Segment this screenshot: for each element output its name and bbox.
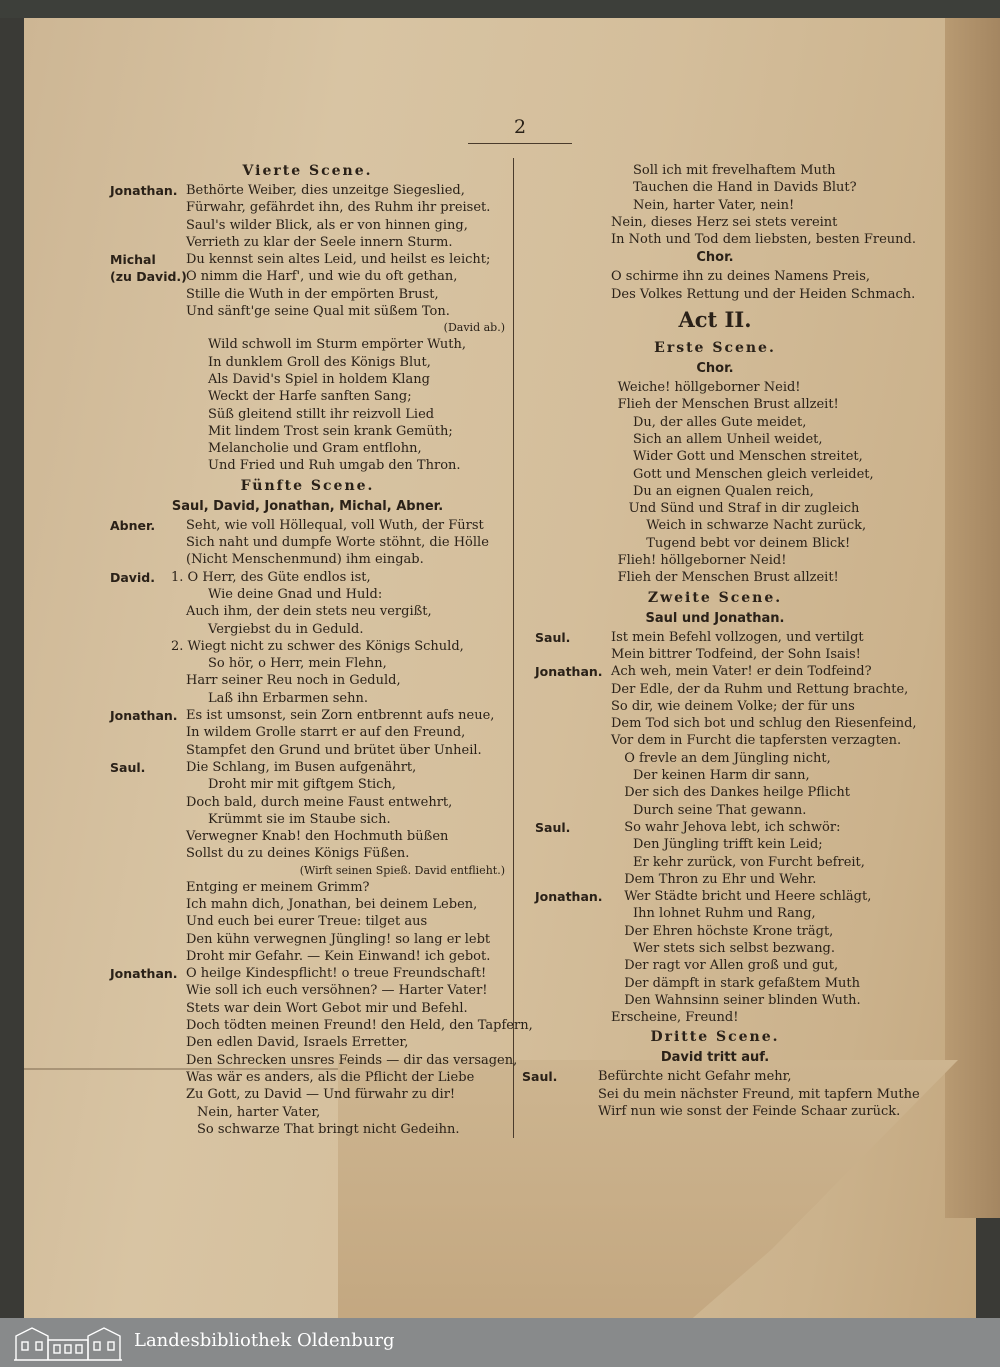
speaker-label: Saul. [535,629,571,645]
scene-heading: Dritte Scene. [650,1029,780,1046]
verse-line [535,214,895,231]
scene-heading: Fünfte Scene. [240,477,375,494]
verse-text: 1. O Herr, des Güte endlos ist, [171,569,371,585]
speaker-label: Saul. [110,759,146,775]
verse-line [110,913,505,930]
verse-line [110,534,505,551]
verse-line [110,621,505,638]
verse-line [110,354,505,371]
verse-text: Weiche! höllgeborner Neid! [617,380,801,396]
verse-line [110,1086,505,1103]
verse-line [110,1017,533,1034]
verse-text: Der ragt vor Allen groß und gut, [624,958,839,974]
verse-line [110,759,505,776]
verse-line [535,483,895,500]
verse-line [535,819,895,836]
verse-text: Den Wahnsinn seiner blinden Wuth. [624,992,861,1008]
verse-line [110,1052,518,1069]
verse-text: Du kennst sein altes Leid, und heilst es leicht; [186,252,491,268]
verse-line [110,336,505,353]
verse-line [110,268,505,285]
verse-line [110,303,505,320]
verse-text: Stets war dein Wort Gebot mir und Befehl. [186,1000,468,1016]
verse-line [110,371,505,388]
verse-line [535,784,895,801]
stage-heading: Chor. [696,361,734,377]
verse-text: Und sänft'ge seine Qual mit süßem Ton. [186,304,450,320]
verse-text: Der dämpft in stark gefaßtem Muth [624,975,860,991]
verse-text: Wirf nun wie sonst der Feinde Schaar zurück. [598,1104,901,1120]
verse-text: Wider Gott und Menschen streitet, [633,449,863,465]
verse-line [110,234,505,251]
verse-line [535,569,895,586]
verse-text: Auch ihm, der dein stets neu vergißt, [186,604,432,620]
speaker-label: Saul. [535,819,571,835]
verse-line [110,457,505,474]
verse-line [535,871,895,888]
verse-line [535,552,895,569]
verse-text: Des Volkes Rettung und der Heiden Schmach. [611,286,916,302]
verse-text: Flieh! höllgeborner Neid! [617,553,787,569]
verse-text: Krümmt sie im Staube sich. [208,811,391,827]
act-heading: Act II. [678,307,752,333]
library-footer [0,1318,1000,1367]
verse-text: Es ist umsonst, sein Zorn entbrennt aufs neue, [186,708,495,724]
verse-text: O heilge Kindespflicht! o treue Freundschaft! [186,966,487,982]
verse-text: Mit lindem Trost sein krank Gemüth; [208,423,453,439]
verse-text: Verwegner Knab! den Hochmuth büßen [186,829,449,845]
verse-line [110,896,505,913]
stage-heading: Saul und Jonathan. [645,610,785,626]
verse-text: Wie deine Gnad und Huld: [208,586,383,602]
verse-line [110,724,505,741]
verse-text: Dem Thron zu Ehr und Wehr. [624,871,817,887]
verse-line [110,423,505,440]
verse-text: Den Jüngling trifft kein Leid; [633,837,823,853]
stage-heading: Chor. [696,250,734,266]
verse-line [110,690,505,707]
verse-line [110,707,505,724]
stage-heading: David tritt auf. [660,1050,770,1066]
verse-line [535,715,917,732]
speaker-label: Jonathan. [110,708,178,724]
verse-line [535,268,895,285]
verse-line [110,217,505,234]
verse-line [110,388,505,405]
verse-line [535,231,916,248]
verse-line [535,940,895,957]
verse-text: So hör, o Herr, mein Flehn, [208,656,387,672]
verse-line [535,286,916,303]
verse-line [110,638,505,655]
verse-text: 2. Wiegt nicht zu schwer des Königs Schuld, [171,638,464,654]
speaker-label: Abner. [110,517,156,533]
verse-line [110,845,505,862]
verse-text: Und Fried und Ruh umgab den Thron. [208,458,461,474]
verse-text: Stille die Wuth in der empörten Brust, [186,286,439,302]
verse-text: Der sich des Dankes heilge Pflicht [624,785,850,801]
verse-text: Nein, dieses Herz sei stets vereint [611,214,838,230]
verse-line [535,698,895,715]
verse-text: O frevle an dem Jüngling nicht, [624,750,831,766]
verse-text: Erscheine, Freund! [611,1010,739,1026]
scan-border-top [0,0,1000,18]
verse-line [110,982,505,999]
verse-text: Vergiebst du in Geduld. [208,621,364,637]
verse-text: Den edlen David, Israels Erretter, [186,1035,409,1051]
verse-line [110,879,505,896]
verse-text: Du, der alles Gute meidet, [633,414,807,430]
header-rule [468,143,572,144]
scene-heading: Erste Scene. [654,340,776,357]
verse-line [535,162,895,179]
verse-line [535,767,895,784]
verse-line [535,992,895,1009]
verse-text: Die Schlang, im Busen aufgenährt, [186,759,417,775]
verse-line [110,251,505,268]
verse-line [110,1104,505,1121]
verse-line [110,1000,505,1017]
speaker-label: Saul. [522,1069,558,1085]
scene-heading: Vierte Scene. [242,163,373,179]
verse-text: Wild schwoll im Sturm empörter Wuth, [208,337,467,353]
adjacent-page-edge [945,18,1000,1218]
verse-line [110,1121,505,1138]
verse-text: Ach weh, mein Vater! er dein Todfeind? [611,664,872,680]
verse-text: Harr seiner Reu noch in Geduld, [186,673,401,689]
verse-line [110,199,505,216]
verse-text: Stampfet den Grund und brütet über Unheil. [186,742,482,758]
verse-line [110,1034,505,1051]
verse-text: So wahr Jehova lebt, ich schwör: [624,819,841,835]
verse-text: Nein, harter Vater, [197,1104,321,1120]
verse-line [110,569,505,586]
verse-line [110,672,505,689]
verse-text: Ihn lohnet Ruhm und Rang, [633,906,816,922]
verse-text: Durch seine That gewann. [633,802,807,818]
verse-text: Weich in schwarze Nacht zurück, [646,518,867,534]
verse-text: Mein bittrer Todfeind, der Sohn Isais! [611,646,861,662]
verse-line [535,1086,920,1103]
verse-line [535,500,895,517]
verse-text: Was wär es anders, als die Pflicht der Liebe [186,1069,475,1085]
speaker-label: Michal [110,252,156,268]
verse-text: Sich an allem Unheil weidet, [633,431,823,447]
verse-line [535,197,895,214]
verse-text: Und Sünd und Straf in dir zugleich [628,501,860,517]
verse-line [110,440,505,457]
verse-line [535,179,895,196]
verse-line [535,431,895,448]
speaker-label: David. [110,569,155,585]
verse-line [522,1068,895,1085]
scene-heading: Zweite Scene. [647,589,783,606]
verse-text: Und euch bei eurer Treue: tilget aus [186,914,428,930]
verse-text: In wildem Grolle starrt er auf den Freund, [186,725,466,741]
verse-text: Droht mir Gefahr. — Kein Einwand! ich gebot. [186,948,491,964]
page-number: 2 [513,116,527,138]
verse-text: Bethörte Weiber, dies unzeitge Siegeslied, [186,183,465,198]
verse-text: Tauchen die Hand in Davids Blut? [633,180,857,196]
verse-text: Tugend bebt vor deinem Blick! [646,535,851,551]
verse-text: Der Ehren höchste Krone trägt, [624,923,834,939]
verse-text: Du an eignen Qualen reich, [633,483,814,499]
verse-line [535,854,895,871]
verse-line [535,802,895,819]
verse-line [535,888,895,905]
verse-text: Nein, harter Vater, nein! [633,197,795,213]
verse-text: Flieh der Menschen Brust allzeit! [617,397,839,413]
verse-text: Ich mahn dich, Jonathan, bei deinem Leben, [186,896,478,912]
verse-line [535,414,895,431]
verse-text: Dem Tod sich bot und schlug den Riesenfeind, [611,716,917,732]
verse-text: Zu Gott, zu David — Und fürwahr zu dir! [186,1087,456,1103]
verse-line [110,603,505,620]
verse-text: O nimm die Harf', und wie du oft gethan, [186,269,458,285]
verse-text: In Noth und Tod dem liebsten, besten Freund. [611,232,916,248]
verse-line [535,517,895,534]
speaker-label: Jonathan. [535,664,603,680]
verse-line [110,811,505,828]
verse-line [110,828,505,845]
speaker-label: Jonathan. [535,889,603,905]
verse-line [110,586,505,603]
verse-text: So dir, wie deinem Volke; der für uns [611,698,855,714]
verse-line [535,975,895,992]
verse-text: Saul's wilder Blick, als er von hinnen ging, [186,217,468,233]
verse-line [535,732,902,749]
verse-line [535,396,895,413]
verse-line [535,466,895,483]
verse-text: (Nicht Menschenmund) ihm eingab. [186,552,424,568]
verse-text: Laß ihn Erbarmen sehn. [208,690,368,706]
left-column [110,160,533,1138]
verse-text: So schwarze That bringt nicht Gedeihn. [197,1121,460,1137]
verse-line [535,836,895,853]
verse-text: Den kühn verwegnen Jüngling! so lang er lebt [186,931,491,947]
verse-text: Er kehr zurück, von Furcht befreit, [633,854,865,870]
verse-text: Sich naht und dumpfe Worte stöhnt, die Hölle [186,535,489,551]
verse-text: Weckt der Harfe sanften Sang; [208,389,412,405]
verse-line [535,1103,901,1120]
verse-line [110,931,505,948]
verse-text: Süß gleitend stillt ihr reizvoll Lied [208,406,435,422]
verse-text: Doch bald, durch meine Faust entwehrt, [186,794,453,810]
verse-text: Sollst du zu deines Königs Füßen. [186,846,410,862]
verse-text: Wer stets sich selbst bezwang. [633,940,836,956]
verse-text: Melancholie und Gram entflohn, [208,441,422,457]
verse-text: Flieh der Menschen Brust allzeit! [617,570,839,586]
verse-line [110,286,505,303]
verse-text: Der Edle, der da Ruhm und Rettung brachte, [611,681,909,697]
verse-text: Sei du mein nächster Freund, mit tapfern Muthe [598,1086,920,1102]
verse-line [110,517,505,534]
verse-text: O schirme ihn zu deines Namens Preis, [611,269,871,285]
stage-heading: Saul, David, Jonathan, Michal, Abner. [171,498,444,514]
speaker-label: Jonathan. [110,183,178,198]
library-name: Landesbibliothek Oldenburg [134,1330,395,1351]
verse-line [110,406,505,423]
verse-text: Vor dem in Furcht die tapfersten verzagten. [611,733,902,749]
verse-line [110,551,505,568]
verse-text: Fürwahr, gefährdet ihn, des Ruhm ihr preiset. [186,200,491,216]
verse-text: Seht, wie voll Höllequal, voll Wuth, der Fürst [186,517,484,533]
verse-text: In dunklem Groll des Königs Blut, [208,354,431,370]
verse-text: Doch tödten meinen Freund! den Held, den Tapfern, [186,1018,533,1034]
verse-text: Ist mein Befehl vollzogen, und vertilgt [611,629,864,645]
verse-line [110,965,505,982]
column-divider [513,158,514,1138]
speaker-label: Jonathan. [110,966,178,982]
verse-line [535,957,895,974]
stage-direction: (Wirft seinen Spieß. David entflieht.) [299,863,505,877]
verse-text: Droht mir mit giftgem Stich, [208,777,396,793]
verse-line [535,663,895,680]
stage-direction: (David ab.) [443,321,505,335]
verse-line [535,750,895,767]
verse-text: Gott und Menschen gleich verleidet, [633,466,874,482]
verse-line [535,379,895,396]
verse-line [110,182,505,199]
verse-text: Den Schrecken unsres Feinds — dir das versagen, [186,1052,518,1068]
verse-line [110,1069,505,1086]
verse-text: Soll ich mit frevelhaftem Muth [633,163,836,178]
right-column [522,162,920,1120]
verse-text: Verrieth zu klar der Seele innern Sturm. [186,234,453,250]
verse-line [110,742,505,759]
verse-line [535,923,895,940]
verse-text: Wie soll ich euch versöhnen? — Harter Vater! [186,983,488,999]
verse-line [535,646,895,663]
verse-line [110,948,505,965]
library-building-logo-icon [12,1322,124,1362]
verse-line [110,794,505,811]
verse-text: Befürchte nicht Gefahr mehr, [598,1069,792,1085]
verse-text: Wer Städte bricht und Heere schlägt, [624,889,872,905]
verse-line [535,681,909,698]
verse-line [110,776,505,793]
verse-line [535,448,895,465]
verse-text: Entging er meinem Grimm? [186,879,370,895]
verse-line [535,629,895,646]
verse-line [110,655,505,672]
verse-line [535,905,895,922]
verse-text: Der keinen Harm dir sann, [633,768,810,784]
speaker-label: (zu David.) [110,269,187,285]
verse-line [535,1009,895,1026]
verse-line [535,535,895,552]
verse-text: Als David's Spiel in holdem Klang [208,371,430,387]
